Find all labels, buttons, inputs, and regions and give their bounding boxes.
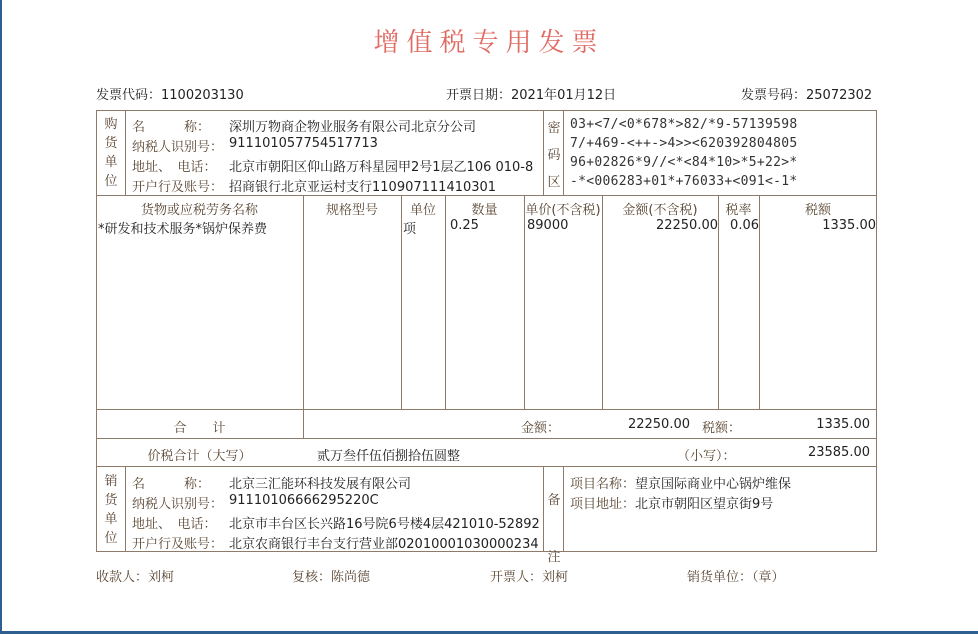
invoice-number: 发票号码：25072302: [741, 88, 873, 103]
footer-seller-unit: 销货单位：（章）: [687, 570, 785, 585]
total-tax: 1335.00: [816, 417, 870, 432]
cipher-side-label: 密 码 区: [547, 121, 561, 190]
buyer-taxid: 911101057754517713: [229, 136, 378, 151]
col-item-header: 货物或应税劳务名称: [140, 203, 258, 218]
total-tax-label: 税额：: [702, 421, 742, 436]
item-rate: 0.06: [730, 218, 759, 233]
buyer-bank-label: 开户行及账号：: [132, 180, 224, 195]
invoice-code: 发票代码：1100203130: [96, 88, 244, 103]
buyer-name: 深圳万物商企物业服务有限公司北京分公司: [229, 120, 477, 135]
item-unit: 项: [403, 222, 417, 237]
total-amount-label: 金额：: [521, 421, 561, 436]
buyer-bank: 招商银行北京亚运村支行110907111410301: [229, 180, 497, 195]
col-spec-header: 规格型号: [325, 203, 378, 218]
seller-taxid-label: 纳税人识别号：: [132, 497, 224, 512]
buyer-side-label: 购 货 单 位: [104, 117, 118, 189]
grand-total-small-label: （小写）：: [677, 449, 736, 464]
grand-total-words: 贰万叁仟伍佰捌拾伍圆整: [317, 449, 461, 464]
remarks-side-label: 备 注: [547, 493, 561, 565]
item-qty: 0.25: [450, 218, 479, 233]
item-price: 89000: [527, 218, 569, 233]
col-tax-header: 税额: [804, 203, 831, 218]
col-amount-header: 金额(不含税): [622, 203, 698, 218]
seller-addr: 北京市丰台区长兴路16号院6号楼4层421010-52892: [229, 517, 540, 532]
item-name: *研发和技术服务*锅炉保养费: [98, 222, 268, 237]
grand-total-small: 23585.00: [807, 445, 870, 460]
footer-drawer: 开票人：刘柯: [490, 570, 569, 585]
buyer-addr: 北京市朝阳区仰山路万科星园甲2号1层乙106 010-8: [229, 160, 534, 175]
buyer-taxid-label: 纳税人识别号：: [132, 140, 224, 155]
col-price-header: 单价(不含税): [525, 203, 601, 218]
col-unit-header: 单位: [409, 203, 436, 218]
seller-name: 北京三汇能环科技发展有限公司: [229, 477, 412, 492]
seller-taxid: 91110106666295220C: [229, 493, 379, 508]
seller-bank: 北京农商银行丰台支行营业部0201000103000023​4: [229, 537, 539, 552]
total-amount: 22250.00: [627, 417, 690, 432]
buyer-name-row: 名 称：: [132, 120, 211, 135]
seller-name-label: 名 称：: [132, 477, 211, 492]
item-tax: 1335.00: [822, 218, 876, 233]
seller-side-label: 销 货 单 位: [104, 474, 118, 546]
cipher-line-4: -*<006283+01*+76033+<091<-1*: [570, 174, 798, 189]
cipher-line-2: 7/+469-<++->4>><620392804805: [570, 136, 798, 151]
col-rate-header: 税率: [725, 203, 752, 218]
cipher-line-3: 96+02826*9//<*<84*10>*5+22>*: [570, 155, 798, 170]
invoice-date: 开票日期：2021年01月12日: [446, 88, 617, 103]
seller-bank-label: 开户行及账号：: [132, 537, 224, 552]
footer-reviewer: 复核：陈尚德: [292, 570, 371, 585]
invoice-title: 增值税专用发票: [373, 28, 605, 58]
cipher-line-1: 03+<7/<0*678*>82/*9-57139598: [570, 117, 798, 132]
left-edge: [0, 0, 2, 634]
project-addr-row: 项目地址：北京市朝阳区望京街9号: [570, 497, 774, 512]
buyer-addr-label: 地址、 电话：: [132, 160, 217, 175]
col-qty-header: 数量: [471, 203, 498, 218]
item-amount: 22250.00: [655, 218, 718, 233]
project-name-row: 项目名称：望京国际商业中心锅炉维保: [570, 477, 792, 492]
total-label: 合 计: [173, 421, 226, 436]
footer-payee: 收款人：刘柯: [96, 570, 175, 585]
grand-total-label: 价税合计（大写）: [147, 449, 252, 464]
seller-addr-label: 地址、 电话：: [132, 517, 217, 532]
